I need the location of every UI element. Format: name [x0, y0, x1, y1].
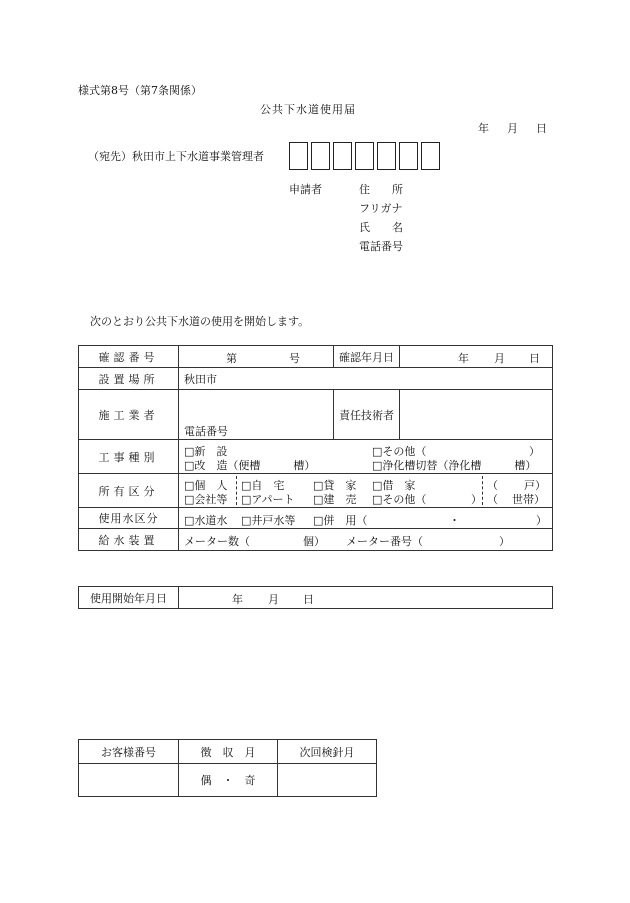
date-month: 月 — [507, 122, 518, 135]
meter-number-close: ） — [499, 535, 510, 548]
code-box-4[interactable] — [355, 142, 374, 170]
confirm-no-field[interactable] — [179, 346, 334, 368]
address-label: 住 所 — [359, 183, 403, 196]
confirm-no-go: 号 — [289, 352, 300, 365]
confirm-date-day: 日 — [529, 352, 540, 365]
confirm-date-label: 確認年月日 — [334, 346, 400, 368]
customer-number-field[interactable] — [79, 764, 179, 797]
furigana-label: フリガナ — [359, 202, 403, 215]
location-value[interactable]: 秋田市 — [179, 368, 553, 390]
row-water-use — [79, 508, 553, 529]
row-work-type — [79, 440, 553, 474]
addressee: （宛先）秋田市上下水道事業管理者 — [88, 150, 264, 163]
collection-month-header: 徴 収 月 — [179, 740, 278, 764]
form-number: 様式第8号（第7条関係） — [78, 84, 202, 97]
own-rent-house-checkbox[interactable]: □貸 家 — [313, 479, 357, 492]
start-date-field[interactable] — [179, 587, 553, 609]
start-date-label: 使用開始年月日 — [79, 587, 179, 609]
work-modify-checkbox[interactable]: □改 造（便槽 槽） — [184, 459, 316, 472]
meter-number-label: メーター番号（ — [346, 535, 423, 548]
code-box-5[interactable] — [377, 142, 396, 170]
own-units-open: （ — [487, 479, 498, 492]
row-location — [79, 368, 553, 390]
own-other-close: ） — [471, 493, 482, 506]
own-for-sale-checkbox[interactable]: □建 売 — [313, 493, 357, 506]
code-box-7[interactable] — [421, 142, 440, 170]
work-septic-checkbox[interactable]: □浄化槽切替（浄化槽 槽） — [372, 459, 537, 472]
engineer-field[interactable] — [400, 390, 553, 440]
own-company-checkbox[interactable]: □会社等 — [184, 493, 228, 506]
row-supply — [79, 529, 553, 551]
confirm-date-month: 月 — [494, 352, 505, 365]
water-combined-checkbox[interactable]: □併 用（ — [313, 514, 368, 527]
work-other-close: ） — [529, 445, 540, 458]
own-households-open: （ — [487, 493, 498, 506]
own-apartment-checkbox[interactable]: □アパート — [241, 493, 295, 506]
water-well-checkbox[interactable]: □井戸水等 — [241, 514, 296, 527]
code-box-2[interactable] — [311, 142, 330, 170]
water-close: ） — [536, 514, 547, 527]
own-other-checkbox[interactable]: □その他（ — [372, 493, 427, 506]
start-date-year: 年 — [232, 593, 243, 606]
own-home-checkbox[interactable]: □自 宅 — [241, 479, 285, 492]
date-year: 年 — [478, 122, 489, 135]
supply-field[interactable] — [179, 529, 553, 551]
ownership-field[interactable] — [179, 474, 553, 508]
name-label: 氏 名 — [359, 221, 403, 234]
own-divider-1 — [236, 476, 237, 505]
own-units-field[interactable]: 戸） — [524, 479, 546, 492]
office-use-table — [78, 739, 377, 797]
page-title: 公共下水道使用届 — [260, 103, 356, 116]
start-date-day: 日 — [303, 593, 314, 606]
engineer-label: 責任技術者 — [334, 390, 400, 440]
phone-label: 電話番号 — [359, 240, 403, 253]
next-reading-field[interactable] — [278, 764, 377, 797]
customer-code-boxes[interactable] — [289, 142, 443, 170]
confirm-date-year: 年 — [458, 352, 469, 365]
applicant-label: 申請者 — [289, 183, 322, 196]
row-confirm-number — [79, 346, 553, 368]
own-borrowed-checkbox[interactable]: □借 家 — [372, 479, 416, 492]
code-box-3[interactable] — [333, 142, 352, 170]
row-contractor — [79, 390, 553, 440]
own-individual-checkbox[interactable]: □個 人 — [184, 479, 228, 492]
confirm-no-label: 確認番号 — [79, 346, 179, 368]
location-label: 設置場所 — [79, 368, 179, 390]
water-tap-checkbox[interactable]: □水道水 — [184, 514, 228, 527]
own-divider-2 — [482, 476, 483, 505]
meter-count-label: メーター数（ — [184, 535, 250, 548]
contractor-phone-label: 電話番号 — [184, 425, 228, 438]
main-table — [78, 345, 553, 551]
next-reading-header: 次回検針月 — [278, 740, 377, 764]
date-day: 日 — [536, 122, 547, 135]
code-box-6[interactable] — [399, 142, 418, 170]
water-use-label: 使用水区分 — [79, 508, 179, 529]
ownership-label: 所有区分 — [79, 474, 179, 508]
meter-count-unit: 個） — [303, 535, 325, 548]
confirm-no-dai: 第 — [226, 352, 237, 365]
start-date-table — [78, 586, 553, 609]
intro-text: 次のとおり公共下水道の使用を開始します。 — [90, 315, 310, 328]
code-box-1[interactable] — [289, 142, 308, 170]
confirm-date-field[interactable] — [400, 346, 553, 368]
contractor-field[interactable] — [179, 390, 334, 440]
work-type-label: 工事種別 — [79, 440, 179, 474]
own-households-field[interactable]: 世帯） — [512, 493, 545, 506]
work-other-checkbox[interactable]: □その他（ — [372, 445, 427, 458]
supply-label: 給水装置 — [79, 529, 179, 551]
start-date-month: 月 — [268, 593, 279, 606]
row-ownership — [79, 474, 553, 508]
contractor-label: 施工業者 — [79, 390, 179, 440]
customer-number-header: お客様番号 — [79, 740, 179, 764]
water-dot: ・ — [449, 514, 460, 527]
work-new-checkbox[interactable]: □新 設 — [184, 445, 228, 458]
water-use-field[interactable] — [179, 508, 553, 529]
work-type-field[interactable] — [179, 440, 553, 474]
even-odd-field[interactable]: 偶 ・ 奇 — [179, 764, 278, 797]
